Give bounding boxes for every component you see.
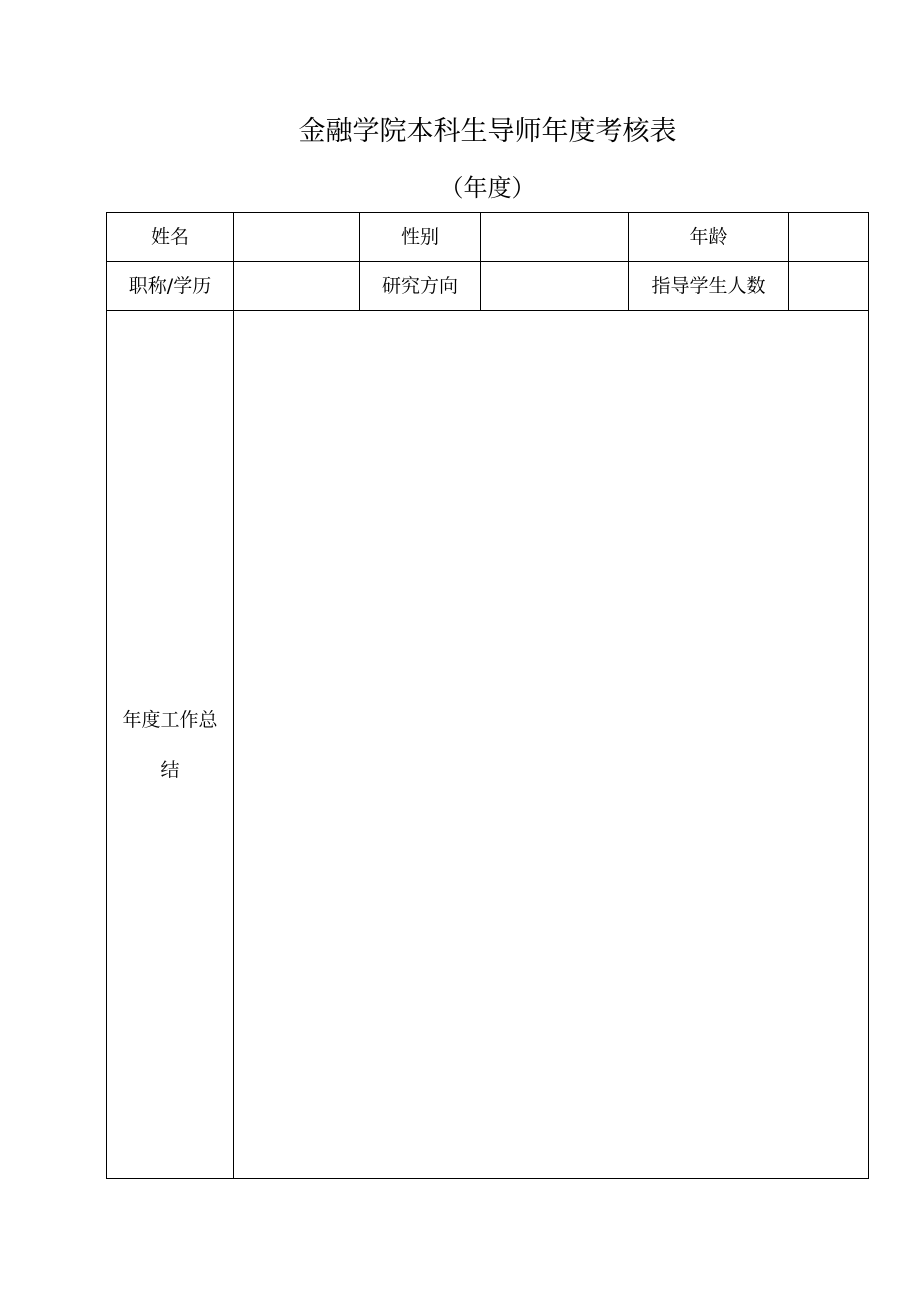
gender-field[interactable]	[481, 213, 629, 262]
annual-summary-field[interactable]	[234, 311, 869, 1179]
name-field[interactable]	[234, 213, 360, 262]
research-direction-field[interactable]	[481, 262, 629, 311]
gender-label: 性别	[360, 213, 481, 262]
annual-summary-label-line2: 结	[160, 758, 180, 781]
assessment-form-table	[106, 212, 869, 1179]
title-education-field[interactable]	[234, 262, 360, 311]
form-row-basic-info	[107, 213, 869, 262]
student-count-label: 指导学生人数	[629, 262, 789, 311]
age-field[interactable]	[789, 213, 869, 262]
form-row-academic-info	[107, 262, 869, 311]
form-row-annual-summary	[107, 311, 869, 1179]
research-direction-label: 研究方向	[360, 262, 481, 311]
title-education-label: 职称/学历	[107, 262, 234, 311]
age-label: 年龄	[629, 213, 789, 262]
annual-summary-label-line1: 年度工作总	[122, 708, 218, 731]
name-label: 姓名	[107, 213, 234, 262]
page-title: 金融学院本科生导师年度考核表	[298, 116, 677, 147]
annual-summary-label	[107, 311, 234, 1179]
student-count-field[interactable]	[789, 262, 869, 311]
page-subtitle: （年度）	[439, 174, 536, 202]
